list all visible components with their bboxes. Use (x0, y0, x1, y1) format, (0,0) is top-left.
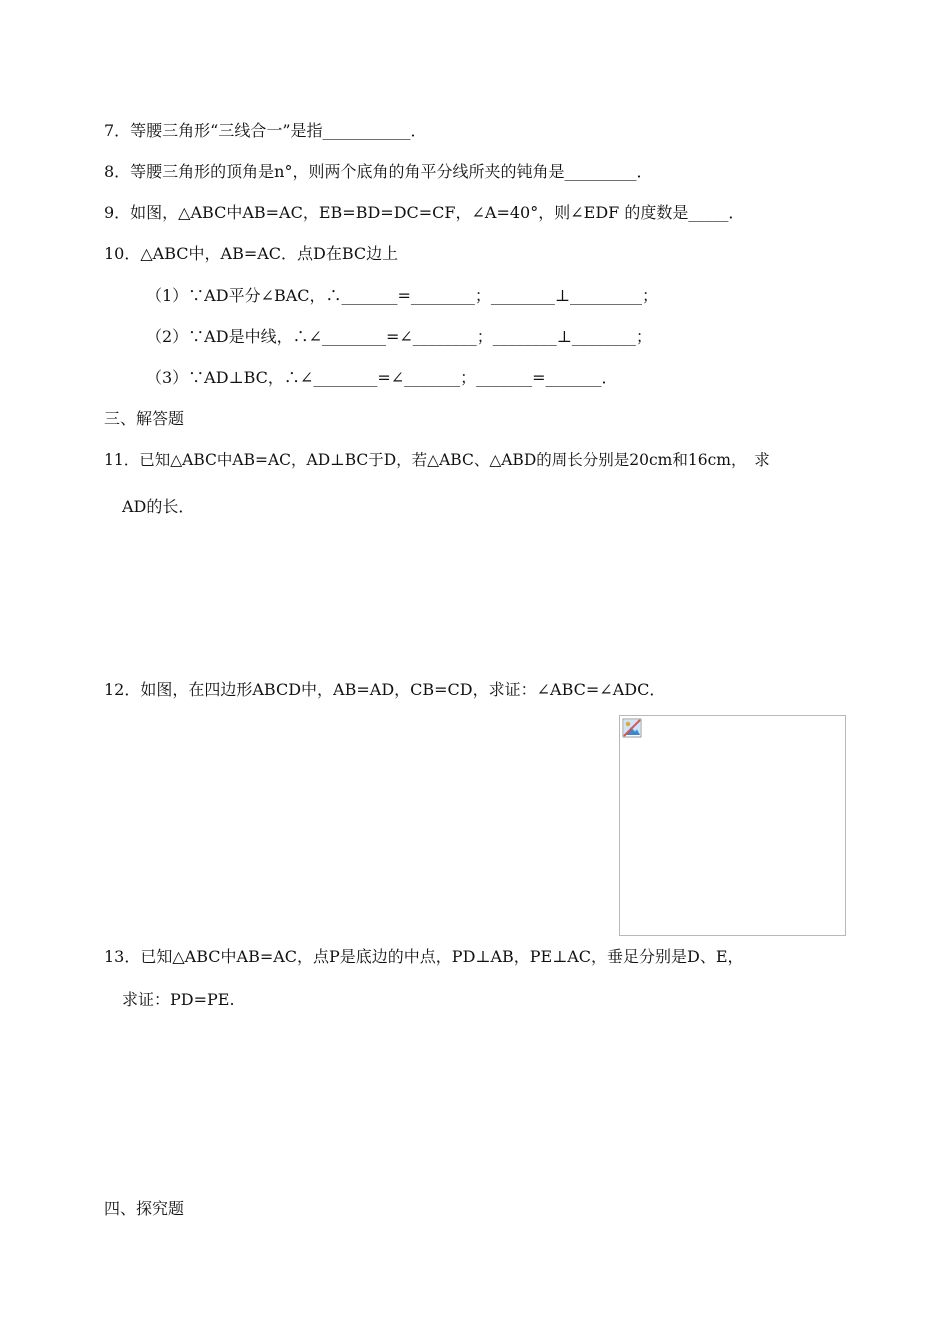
question-10-part-3: （3）∵AD⊥BC，∴∠________=∠_______；_______=_______． (146, 368, 618, 387)
question-10: 10．△ABC中，AB=AC．点D在BC边上 (104, 244, 399, 263)
question-9: 9．如图，△ABC中AB=AC，EB=BD=DC=CF，∠A=40°，则∠EDF 的度数是_____． (104, 203, 745, 222)
figure-placeholder (619, 715, 846, 936)
question-13-line-1: 13．已知△ABC中AB=AC，点P是底边的中点，PD⊥AB，PE⊥AC，垂足分别是D、E， (104, 947, 744, 966)
question-7: 7．等腰三角形“三线合一”是指___________． (104, 121, 427, 140)
broken-image-icon (622, 718, 642, 738)
section-heading-explore: 四、探究题 (104, 1199, 185, 1218)
question-11-line-2: AD的长． (122, 497, 195, 516)
question-10-part-1: （1）∵AD平分∠BAC，∴_______=________；________⊥_________； (146, 286, 658, 305)
question-13-line-2: 求证：PD=PE. (122, 990, 235, 1009)
question-12: 12．如图，在四边形ABCD中，AB=AD，CB=CD，求证：∠ABC=∠ADC． (104, 680, 666, 699)
section-heading-answers: 三、解答题 (104, 409, 185, 428)
question-8: 8．等腰三角形的顶角是n°，则两个底角的角平分线所夹的钝角是_________． (104, 162, 653, 181)
question-11-line-1: 11．已知△ABC中AB=AC，AD⊥BC于D，若△ABC、△ABD的周长分别是20cm和16cm， 求 (104, 451, 770, 469)
question-10-part-2: （2）∵AD是中线，∴∠________=∠________；________⊥________； (146, 327, 652, 346)
